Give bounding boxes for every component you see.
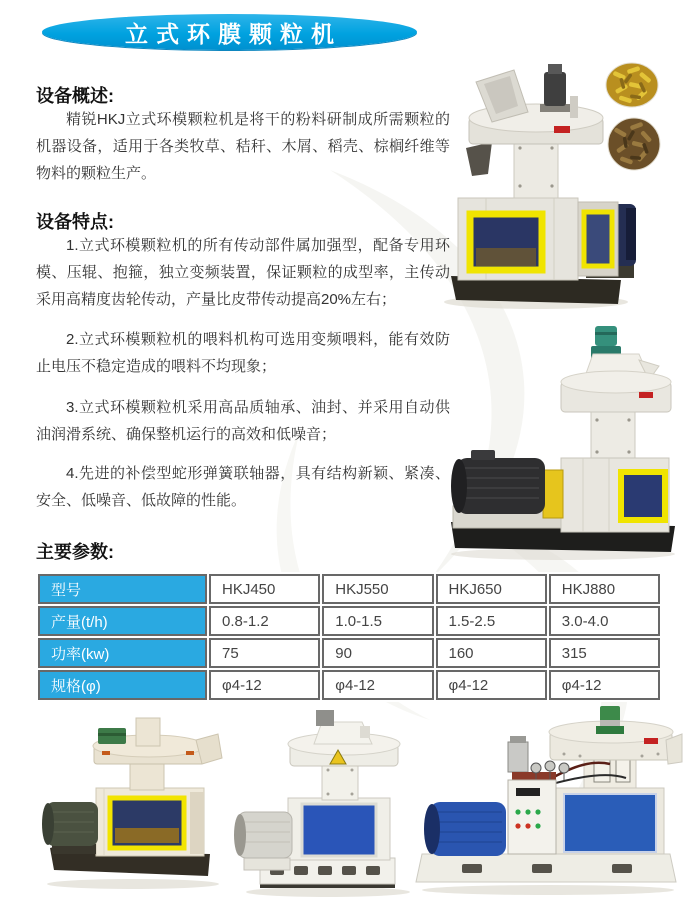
- machine-photo-middle: [443, 326, 683, 562]
- overview-paragraph: 精锐HKJ立式环模颗粒机是将干的粉料研制成所需颗粒的机器设备，适用于各类牧草、秸秆、木屑、稻壳、棕榈纤维等物料的颗粒生产。: [36, 111, 450, 182]
- cell: 1.0-1.5: [322, 606, 433, 636]
- pellet-sample-photo-yellow: [605, 61, 659, 109]
- table-row: [38, 670, 660, 700]
- page-title: 立式环膜颗粒机: [125, 20, 342, 47]
- cell: HKJ550: [322, 574, 433, 604]
- overview-heading: 设备概述:: [36, 86, 114, 106]
- cell: HKJ450: [209, 574, 320, 604]
- feature-item-1: 1.立式环模颗粒机的所有传动部件属加强型，配备专用环模、压辊、抱箍，独立变频装置，保证颗粒的成型率，主传动采用高精度齿轮传动，产量比皮带传动提高20%左右；: [36, 237, 450, 308]
- cell: 90: [322, 638, 433, 668]
- cell: HKJ650: [436, 574, 547, 604]
- parameters-table: [36, 572, 662, 702]
- cell: 3.0-4.0: [549, 606, 660, 636]
- feature-item-4: 4.先进的补偿型蛇形弹簧联轴器，具有结构新颖、紧凑、安全、低噪音、低故障的性能。: [36, 465, 450, 509]
- machine-photo-bottom-right: [412, 706, 684, 898]
- table-row: [38, 638, 660, 668]
- cell: φ4-12: [322, 670, 433, 700]
- feature-item-3: 3.立式环模颗粒机采用高品质轴承、油封、并采用自动供油润滑系统、确保整机运行的高效和低噪音；: [36, 399, 450, 443]
- row-label: 型号: [38, 574, 207, 604]
- row-label: 功率(kw): [38, 638, 207, 668]
- cell: 315: [549, 638, 660, 668]
- features-heading: 设备特点:: [36, 212, 114, 232]
- row-label: 规格(φ): [38, 670, 207, 700]
- row-label: 产量(t/h): [38, 606, 207, 636]
- cell: φ4-12: [436, 670, 547, 700]
- cell: 0.8-1.2: [209, 606, 320, 636]
- machine-photo-bottom-center: [230, 710, 415, 898]
- cell: 1.5-2.5: [436, 606, 547, 636]
- cell: HKJ880: [549, 574, 660, 604]
- table-row: [38, 606, 660, 636]
- feature-item-2: 2.立式环模颗粒机的喂料机构可选用变频喂料，能有效防止电压不稳定造成的喂料不均现象；: [36, 331, 450, 375]
- table-row: [38, 574, 660, 604]
- pellet-sample-photo-brown: [606, 116, 662, 172]
- cell: 75: [209, 638, 320, 668]
- cell: φ4-12: [549, 670, 660, 700]
- cell: 160: [436, 638, 547, 668]
- page-title-banner: [42, 14, 417, 50]
- parameters-table-wrap: [36, 572, 662, 702]
- cell: φ4-12: [209, 670, 320, 700]
- parameters-heading: 主要参数:: [36, 542, 114, 562]
- machine-photo-bottom-left: [38, 716, 223, 892]
